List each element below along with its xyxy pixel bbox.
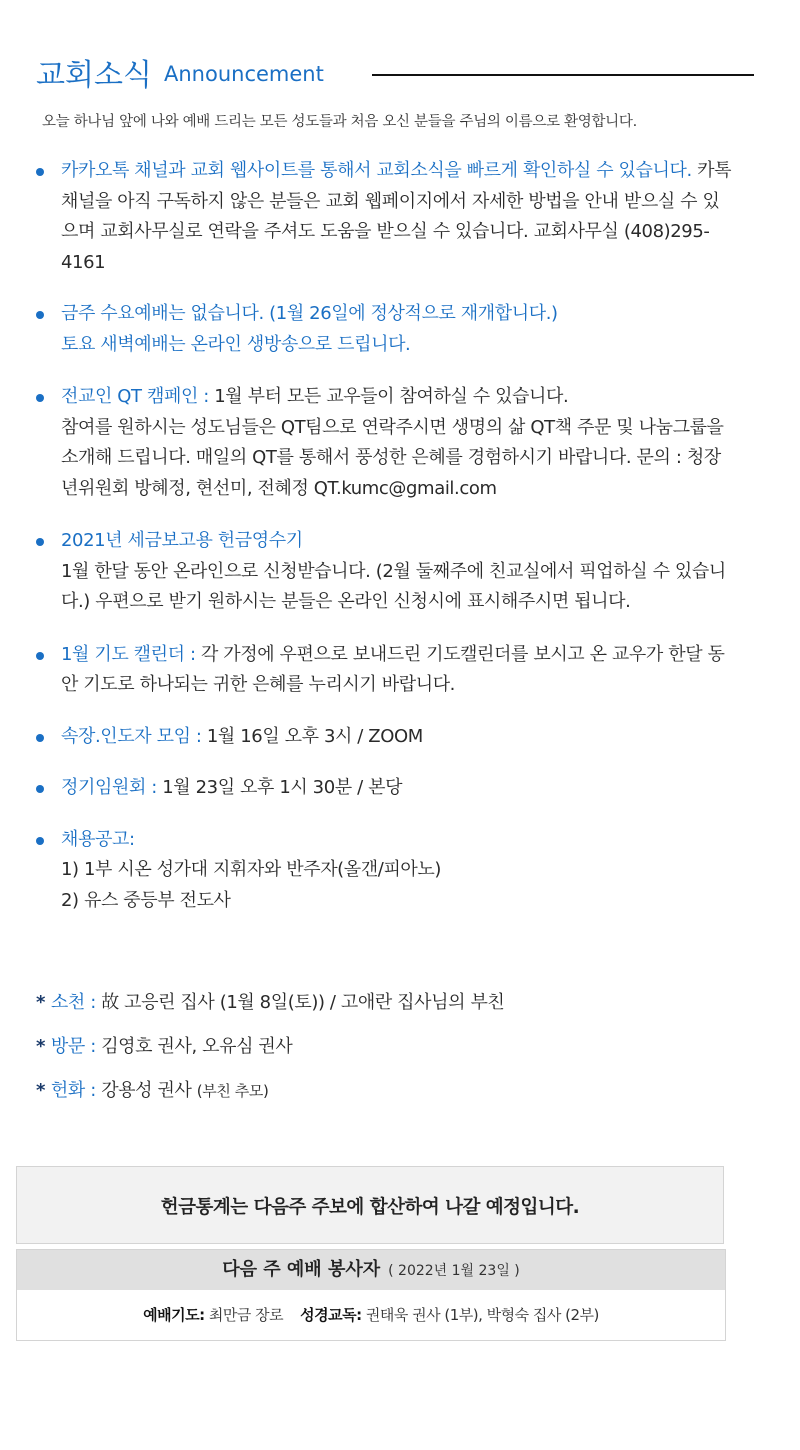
announcement-list [36, 156, 736, 916]
item-body-2: 1월 한달 동안 온라인으로 신청받습니다. (2월 둘째주에 친교실에서 픽업하실 수 있습니다.) 우편으로 받기 원하시는 분들은 온라인 신청시에 표시해주시면 됩니다. [61, 560, 726, 612]
item-lead: 속장.인도자 모임 : [61, 725, 207, 747]
item-body: 1월 23일 오후 1시 30분 / 본당 [162, 777, 403, 798]
servers-box [16, 1249, 726, 1341]
page-subtitle: Announcement [164, 62, 324, 86]
item-body-3: 2) 유스 중등부 전도사 [61, 889, 231, 911]
item-lead: 전교인 QT 캠페인 : [61, 386, 215, 407]
list-item [36, 156, 736, 278]
list-item [36, 773, 736, 804]
notes-section [36, 992, 736, 1124]
prayer-label: 예배기도: [143, 1306, 205, 1324]
title-divider [372, 74, 754, 76]
list-item [36, 825, 736, 917]
scripture-label: 성경교독: [300, 1306, 362, 1324]
page-title: 교회소식 [36, 58, 152, 93]
list-item [36, 526, 736, 618]
item-body: 1월 16일 오후 3시 / ZOOM [206, 725, 423, 747]
servers-title: 다음 주 예배 봉사자 [222, 1259, 381, 1280]
note-funeral [36, 992, 736, 1036]
note-label: 방문 : [50, 1036, 102, 1057]
note-visit [36, 1036, 736, 1080]
servers-date: ( 2022년 1월 23일 ) [388, 1263, 520, 1279]
list-item [36, 640, 736, 701]
list-item [36, 382, 736, 504]
note-label: 소천 : [50, 992, 102, 1013]
header [36, 50, 756, 100]
servers-header [17, 1250, 725, 1290]
prayer-name: 최만금 장로 [204, 1306, 284, 1324]
item-lead: 카카오톡 채널과 교회 웹사이트를 통해서 교회소식을 빠르게 확인하실 수 있습니다. [61, 160, 692, 181]
item-lead: 금주 수요예배는 없습니다. (1월 26일에 정상적으로 재개합니다.) [61, 303, 558, 324]
item-lead: 2021년 세금보고용 헌금영수기 [61, 530, 303, 551]
note-small: (부친 추모) [196, 1082, 269, 1100]
item-body: 카톡채널을 아직 구독하지 않은 분들은 교회 웹페이지에서 자세한 방법을 안내 받으실 수 있으며 교회사무실로 연락을 주셔도 도움을 받으실 수 있습니다. 교회사무실 (408)295-4161 [61, 160, 732, 273]
note-star: * [36, 992, 51, 1013]
item-lead: 정기임원회 : [61, 777, 163, 798]
note-star: * [36, 1036, 51, 1057]
welcome-text: 오늘 하나님 앞에 나와 예배 드리는 모든 성도들과 처음 오신 분들을 주님의 이름으로 환영합니다. [42, 114, 637, 130]
list-item [36, 299, 736, 360]
note-text: 강용성 권사 [101, 1080, 197, 1101]
item-body: 1월 부터 모든 교우들이 참여하실 수 있습니다. [214, 386, 569, 407]
item-body: 각 가정에 우편으로 보내드린 기도캘린더를 보시고 온 교우가 한달 동안 기도로 하나되는 귀한 은혜를 누리시기 바랍니다. [61, 643, 725, 695]
servers-body [17, 1290, 725, 1340]
note-text: 故 고응린 집사 (1월 8일(토)) / 고애란 집사님의 부친 [101, 992, 505, 1013]
offering-notice-box [16, 1166, 724, 1244]
item-body-2: 참여를 원하시는 성도님들은 QT팀으로 연락주시면 생명의 삶 QT책 주문 및 나눔그룹을 소개해 드립니다. 매일의 QT를 통해서 풍성한 은혜를 경험하시기 바랍니다. 문의 : 청장년위원회 방혜정, 현선미, 전혜정 QT.kumc@gmail.com [61, 416, 724, 499]
note-label: 헌화 : [50, 1080, 102, 1101]
scripture-names: 권태욱 권사 (1부), 박형숙 집사 (2부) [361, 1306, 599, 1324]
item-lead: 1월 기도 캘린더 : [61, 643, 201, 665]
note-star: * [36, 1080, 51, 1101]
list-item [36, 722, 736, 753]
offering-notice: 헌금통계는 다음주 주보에 합산하여 나갈 예정입니다. [160, 1197, 580, 1218]
note-text: 김영호 권사, 오유심 권사 [101, 1036, 293, 1057]
note-flowers [36, 1080, 736, 1124]
item-lead-2: 토요 새벽예배는 온라인 생방송으로 드립니다. [61, 333, 411, 355]
item-body-2: 1) 1부 시온 성가대 지휘자와 반주자(올갠/피아노) [61, 859, 442, 880]
item-lead: 채용공고: [61, 828, 135, 850]
